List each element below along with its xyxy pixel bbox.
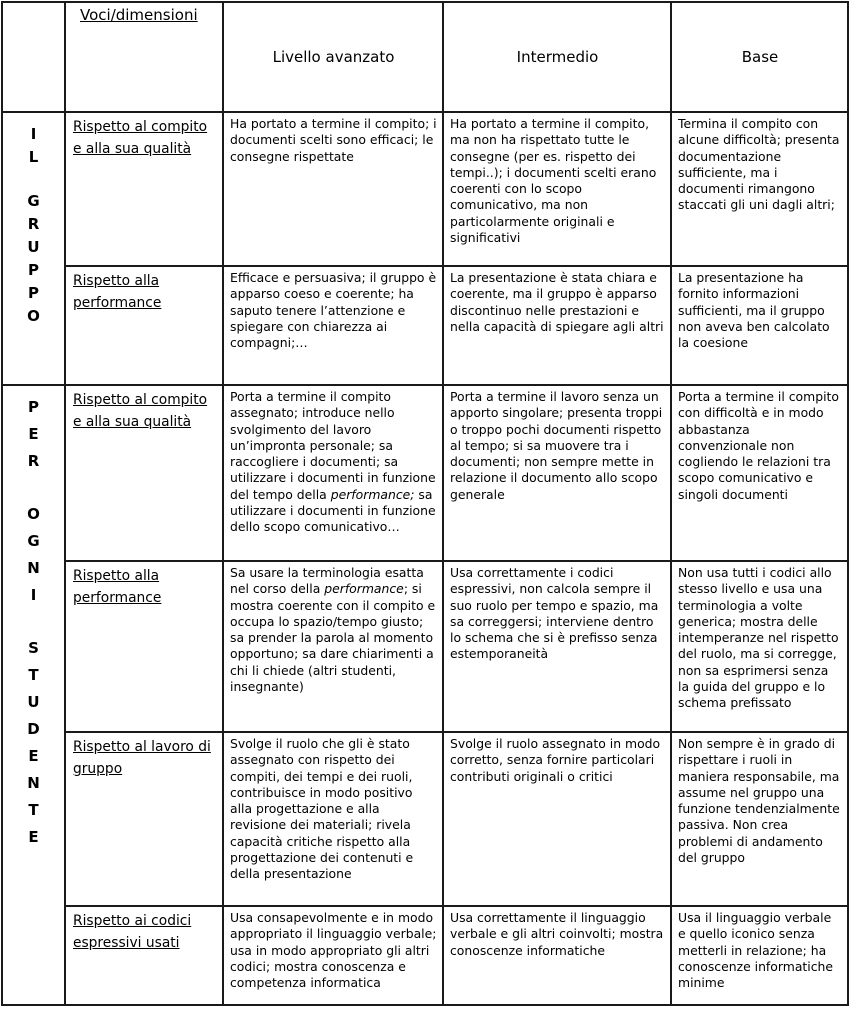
header-criteria <box>65 2 223 112</box>
cell-advanced <box>223 561 443 732</box>
header-level-advanced: Livello avanzato <box>223 2 443 112</box>
header-level-base: Base <box>671 2 848 112</box>
cell-intermediate: Usa correttamente il linguaggio verbale e gli altri coinvolti; mostra conoscenze informatiche <box>443 906 671 1005</box>
table-row <box>2 266 848 385</box>
cell-advanced: Ha portato a termine il compito; i documenti scelti sono efficaci; le consegne rispettate <box>223 112 443 266</box>
table-row <box>2 112 848 266</box>
table-row <box>2 906 848 1005</box>
criterion-text: Rispetto alla performance <box>73 568 162 606</box>
cell-base: Non sempre è in grado di rispettare i ruoli in maniera responsabile, ma assume nel gruppo una funzione tendenzialmente passiva. Non crea problemi di andamento del gruppo <box>671 732 848 906</box>
cell-text-part: sa utilizzare i documenti in funzione dello scopo comunicativo… <box>230 486 436 535</box>
criterion-text: Rispetto al compito e alla sua qualità <box>73 119 208 157</box>
table-row <box>2 561 848 732</box>
header-row <box>2 2 848 112</box>
cell-text-italic: performance; <box>330 486 415 502</box>
criterion-label <box>65 112 223 266</box>
header-level-intermediate: Intermedio <box>443 2 671 112</box>
cell-advanced: Usa consapevolmente e in modo appropriato il linguaggio verbale; usa in modo appropriato gli altri codici; mostra conoscenza e competenza informatica <box>223 906 443 1005</box>
criterion-label <box>65 906 223 1005</box>
cell-intermediate: Usa correttamente i codici espressivi, non calcola sempre il suo ruolo per tempo e spazio, ma sa correggersi; interviene dentro lo schema che si è prefisso senza estemporaneità <box>443 561 671 732</box>
vertical-word: G R U P P O <box>27 192 40 325</box>
cell-intermediate: Svolge il ruolo assegnato in modo corretto, senza fornire particolari contributi originali o critici <box>443 732 671 906</box>
cell-intermediate: Ha portato a termine il compito, ma non ha rispettato tutte le consegne (per es. rispetto dei tempi..); i documenti scelti erano coerenti con lo scopo comunicativo, ma non particolarmente originali e significativi <box>443 112 671 266</box>
vertical-word: O G N I <box>27 505 40 604</box>
cell-base: Non usa tutti i codici allo stesso livello e usa una terminologia a volte generica; mostra delle intemperanze nel rispetto del ruolo, ma si corregge, non sa esprimersi senza la guida del gruppo e lo schema prefissato <box>671 561 848 732</box>
cell-base: Termina il compito con alcune difficoltà; presenta documentazione sufficiente, ma i documenti rimangono staccati gli uni dagli altri; <box>671 112 848 266</box>
cell-intermediate: Porta a termine il lavoro senza un apporto singolare; presenta troppi o troppo pochi documenti rispetto al tempo; si sa muovere tra i documenti; non sempre mette in relazione il documento allo scopo generale <box>443 385 671 561</box>
header-criteria-text: Voci/dimensioni <box>80 6 198 24</box>
evaluation-rubric-table <box>1 1 849 1006</box>
cell-base: La presentazione ha fornito informazioni sufficienti, ma il gruppo non aveva ben calcolato la coesione <box>671 266 848 385</box>
cell-base: Usa il linguaggio verbale e quello iconico senza metterli in relazione; ha conoscenze informatiche minime <box>671 906 848 1005</box>
criterion-text: Rispetto ai codici espressivi usati <box>73 913 192 951</box>
cell-advanced <box>223 385 443 561</box>
cell-text-part: ; si mostra coerente con il compito e occupa lo spazio/tempo giusto; sa prender la parola al momento opportuno; sa dare chiarimenti a chi li chiede (altri studenti, insegnante) <box>230 581 436 695</box>
table-row <box>2 732 848 906</box>
criterion-text: Rispetto al lavoro di gruppo <box>73 739 211 777</box>
criterion-label <box>65 385 223 561</box>
vertical-word: I L <box>28 125 39 166</box>
criterion-text: Rispetto alla performance <box>73 273 162 311</box>
criterion-text: Rispetto al compito e alla sua qualità <box>73 392 208 430</box>
cell-text-part: Porta a termine il compito assegnato; introduce nello svolgimento del lavoro un’impronta personale; sa raccogliere i documenti; sa utilizzare i documenti in funzione del tempo della <box>230 389 436 502</box>
vertical-word: P E R <box>27 398 40 470</box>
table-row <box>2 385 848 561</box>
cell-advanced: Efficace e persuasiva; il gruppo è apparso coeso e coerente; ha saputo tenere l’attenzione e spiegare con chiarezza ai compagni;… <box>223 266 443 385</box>
cell-text-italic: performance <box>324 581 404 597</box>
group-label-il-gruppo <box>2 112 65 385</box>
cell-intermediate: La presentazione è stata chiara e coerente, ma il gruppo è apparso discontinuo nelle prestazioni e nella capacità di spiegare agli altri <box>443 266 671 385</box>
header-corner-cell <box>2 2 65 112</box>
criterion-label <box>65 732 223 906</box>
criterion-label <box>65 561 223 732</box>
cell-base: Porta a termine il compito con difficoltà e in modo abbastanza convenzionale non cogliendo le relazioni tra scopo comunicativo e singoli documenti <box>671 385 848 561</box>
group-label-per-ogni-studente <box>2 385 65 1005</box>
criterion-label <box>65 266 223 385</box>
vertical-word: S T U D E N T E <box>27 639 40 846</box>
cell-advanced: Svolge il ruolo che gli è stato assegnato con rispetto dei compiti, dei tempi e dei ruoli, contribuisce in modo positivo alla progettazione e alla revisione dei materiali; rivela capacità critiche rispetto alla progettazione dei contenuti e della presentazione <box>223 732 443 906</box>
cell-text-part: Sa usare la terminologia esatta nel corso della <box>230 565 424 597</box>
